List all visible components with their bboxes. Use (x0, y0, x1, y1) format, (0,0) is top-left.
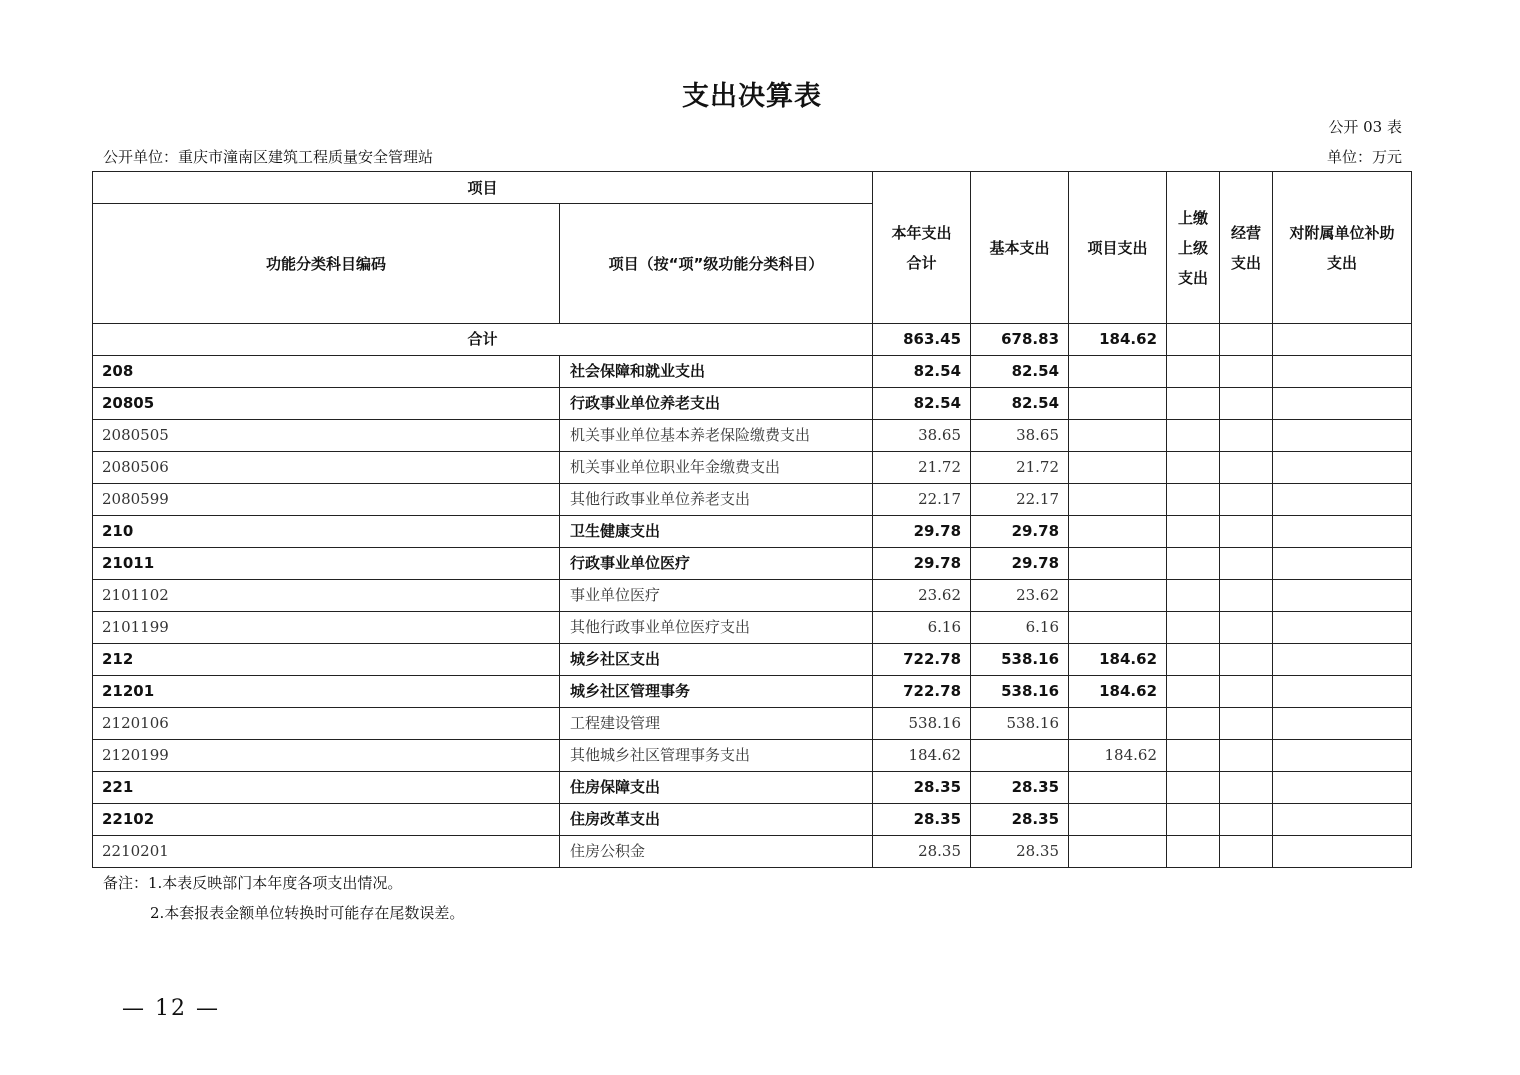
header-business-line2: 支出 (1231, 253, 1262, 272)
business-cell (1220, 580, 1273, 612)
project-cell (1069, 612, 1167, 644)
name-cell: 城乡社区支出 (560, 644, 873, 676)
header-upper-line3: 支出 (1178, 268, 1209, 287)
reporting-unit: 公开单位：重庆市潼南区建筑工程质量安全管理站 (103, 148, 434, 166)
expenditure-table (92, 171, 1412, 868)
upper-cell (1167, 356, 1220, 388)
business-cell (1220, 804, 1273, 836)
subsidy-cell (1273, 356, 1412, 388)
business-cell (1220, 772, 1273, 804)
header-subsidy (1273, 172, 1412, 324)
note-line-2: 2.本套报表金额单位转换时可能存在尾数误差。 (150, 904, 465, 922)
code-cell: 2080506 (93, 452, 560, 484)
table-row (93, 804, 1412, 836)
name-cell: 机关事业单位职业年金缴费支出 (560, 452, 873, 484)
header-upper (1167, 172, 1220, 324)
total-cell: 22.17 (873, 484, 971, 516)
code-cell: 2101199 (93, 612, 560, 644)
subsidy-cell (1273, 804, 1412, 836)
note-line-1: 备注：1.本表反映部门本年度各项支出情况。 (103, 874, 403, 892)
subsidy-cell (1273, 452, 1412, 484)
name-cell: 行政事业单位医疗 (560, 548, 873, 580)
total-cell: 82.54 (873, 388, 971, 420)
basic-cell: 28.35 (971, 804, 1069, 836)
name-cell: 住房保障支出 (560, 772, 873, 804)
business-cell (1220, 740, 1273, 772)
total-cell: 82.54 (873, 356, 971, 388)
project-cell (1069, 516, 1167, 548)
total-label: 合计 (93, 324, 873, 356)
page-title: 支出决算表 (682, 81, 822, 112)
table-row (93, 836, 1412, 868)
code-cell: 208 (93, 356, 560, 388)
header-name: 项目（按“项”级功能分类科目） (560, 204, 873, 324)
header-project: 项目支出 (1069, 172, 1167, 324)
subsidy-cell (1273, 772, 1412, 804)
header-upper-line1: 上缴 (1178, 208, 1209, 227)
header-row (93, 172, 1412, 204)
basic-cell: 6.16 (971, 612, 1069, 644)
total-cell: 21.72 (873, 452, 971, 484)
subsidy-cell (1273, 324, 1412, 356)
upper-cell (1167, 612, 1220, 644)
name-cell: 卫生健康支出 (560, 516, 873, 548)
project-cell: 184.62 (1069, 644, 1167, 676)
header-code: 功能分类科目编码 (93, 204, 560, 324)
name-cell: 城乡社区管理事务 (560, 676, 873, 708)
table-row (93, 772, 1412, 804)
code-cell: 21011 (93, 548, 560, 580)
total-cell: 722.78 (873, 644, 971, 676)
table-row (93, 516, 1412, 548)
project-cell (1069, 804, 1167, 836)
table-row (93, 356, 1412, 388)
basic-cell (971, 740, 1069, 772)
subsidy-cell (1273, 484, 1412, 516)
page-number: — 12 — (122, 996, 220, 1021)
code-cell: 22102 (93, 804, 560, 836)
total-cell: 538.16 (873, 708, 971, 740)
basic-cell: 28.35 (971, 772, 1069, 804)
subsidy-cell (1273, 708, 1412, 740)
upper-cell (1167, 708, 1220, 740)
code-cell: 2080505 (93, 420, 560, 452)
upper-cell (1167, 452, 1220, 484)
business-cell (1220, 356, 1273, 388)
table-row (93, 676, 1412, 708)
business-cell (1220, 324, 1273, 356)
name-cell: 机关事业单位基本养老保险缴费支出 (560, 420, 873, 452)
total-cell: 6.16 (873, 612, 971, 644)
total-cell: 28.35 (873, 772, 971, 804)
header-total-line2: 合计 (906, 253, 937, 272)
basic-cell: 538.16 (971, 708, 1069, 740)
subsidy-cell (1273, 612, 1412, 644)
subsidy-cell (1273, 836, 1412, 868)
table-row (93, 644, 1412, 676)
table-row (93, 420, 1412, 452)
project-cell (1069, 356, 1167, 388)
upper-cell (1167, 836, 1220, 868)
business-cell (1220, 676, 1273, 708)
table-row (93, 388, 1412, 420)
total-cell: 28.35 (873, 836, 971, 868)
header-total-line1: 本年支出 (891, 223, 952, 242)
table-row (93, 708, 1412, 740)
header-subsidy-line2: 支出 (1327, 253, 1358, 272)
total-cell: 38.65 (873, 420, 971, 452)
subsidy-cell (1273, 548, 1412, 580)
basic-cell: 82.54 (971, 356, 1069, 388)
basic-cell: 29.78 (971, 548, 1069, 580)
basic-cell: 28.35 (971, 836, 1069, 868)
business-cell (1220, 644, 1273, 676)
upper-cell (1167, 644, 1220, 676)
header-upper-line2: 上级 (1178, 238, 1209, 257)
table-row (93, 612, 1412, 644)
subsidy-cell (1273, 676, 1412, 708)
basic-cell: 678.83 (971, 324, 1069, 356)
basic-cell: 538.16 (971, 676, 1069, 708)
business-cell (1220, 612, 1273, 644)
subsidy-cell (1273, 644, 1412, 676)
basic-cell: 21.72 (971, 452, 1069, 484)
total-cell: 863.45 (873, 324, 971, 356)
upper-cell (1167, 772, 1220, 804)
business-cell (1220, 388, 1273, 420)
currency-unit: 单位：万元 (1326, 148, 1402, 166)
subsidy-cell (1273, 420, 1412, 452)
table-row (93, 580, 1412, 612)
project-cell (1069, 420, 1167, 452)
name-cell: 其他城乡社区管理事务支出 (560, 740, 873, 772)
business-cell (1220, 484, 1273, 516)
project-cell (1069, 548, 1167, 580)
table-row (93, 484, 1412, 516)
upper-cell (1167, 548, 1220, 580)
project-cell (1069, 772, 1167, 804)
table-row (93, 548, 1412, 580)
name-cell: 住房公积金 (560, 836, 873, 868)
header-item: 项目 (93, 172, 873, 204)
name-cell: 住房改革支出 (560, 804, 873, 836)
project-cell: 184.62 (1069, 740, 1167, 772)
basic-cell: 22.17 (971, 484, 1069, 516)
upper-cell (1167, 388, 1220, 420)
business-cell (1220, 420, 1273, 452)
project-cell: 184.62 (1069, 324, 1167, 356)
project-cell (1069, 708, 1167, 740)
upper-cell (1167, 516, 1220, 548)
total-cell: 184.62 (873, 740, 971, 772)
basic-cell: 538.16 (971, 644, 1069, 676)
project-cell (1069, 836, 1167, 868)
project-cell (1069, 580, 1167, 612)
subsidy-cell (1273, 516, 1412, 548)
form-number: 公开 03 表 (1328, 118, 1402, 136)
business-cell (1220, 836, 1273, 868)
code-cell: 20805 (93, 388, 560, 420)
header-business (1220, 172, 1273, 324)
upper-cell (1167, 324, 1220, 356)
code-cell: 210 (93, 516, 560, 548)
upper-cell (1167, 484, 1220, 516)
subsidy-cell (1273, 388, 1412, 420)
code-cell: 2120106 (93, 708, 560, 740)
project-cell: 184.62 (1069, 676, 1167, 708)
name-cell: 事业单位医疗 (560, 580, 873, 612)
code-cell: 2210201 (93, 836, 560, 868)
header-business-line1: 经营 (1231, 223, 1262, 242)
code-cell: 2120199 (93, 740, 560, 772)
subsidy-cell (1273, 740, 1412, 772)
code-cell: 2080599 (93, 484, 560, 516)
total-cell: 29.78 (873, 548, 971, 580)
total-cell: 28.35 (873, 804, 971, 836)
code-cell: 21201 (93, 676, 560, 708)
upper-cell (1167, 676, 1220, 708)
basic-cell: 29.78 (971, 516, 1069, 548)
header-basic: 基本支出 (971, 172, 1069, 324)
business-cell (1220, 452, 1273, 484)
table-row (93, 740, 1412, 772)
basic-cell: 82.54 (971, 388, 1069, 420)
total-cell: 29.78 (873, 516, 971, 548)
header-subsidy-line1: 对附属单位补助 (1289, 223, 1395, 242)
name-cell: 工程建设管理 (560, 708, 873, 740)
name-cell: 行政事业单位养老支出 (560, 388, 873, 420)
code-cell: 221 (93, 772, 560, 804)
upper-cell (1167, 804, 1220, 836)
business-cell (1220, 548, 1273, 580)
code-cell: 212 (93, 644, 560, 676)
total-cell: 23.62 (873, 580, 971, 612)
name-cell: 其他行政事业单位养老支出 (560, 484, 873, 516)
project-cell (1069, 388, 1167, 420)
project-cell (1069, 484, 1167, 516)
name-cell: 其他行政事业单位医疗支出 (560, 612, 873, 644)
business-cell (1220, 708, 1273, 740)
upper-cell (1167, 740, 1220, 772)
upper-cell (1167, 420, 1220, 452)
basic-cell: 23.62 (971, 580, 1069, 612)
business-cell (1220, 516, 1273, 548)
total-row (93, 324, 1412, 356)
upper-cell (1167, 580, 1220, 612)
name-cell: 社会保障和就业支出 (560, 356, 873, 388)
project-cell (1069, 452, 1167, 484)
header-total (873, 172, 971, 324)
table-row (93, 452, 1412, 484)
code-cell: 2101102 (93, 580, 560, 612)
subsidy-cell (1273, 580, 1412, 612)
basic-cell: 38.65 (971, 420, 1069, 452)
total-cell: 722.78 (873, 676, 971, 708)
